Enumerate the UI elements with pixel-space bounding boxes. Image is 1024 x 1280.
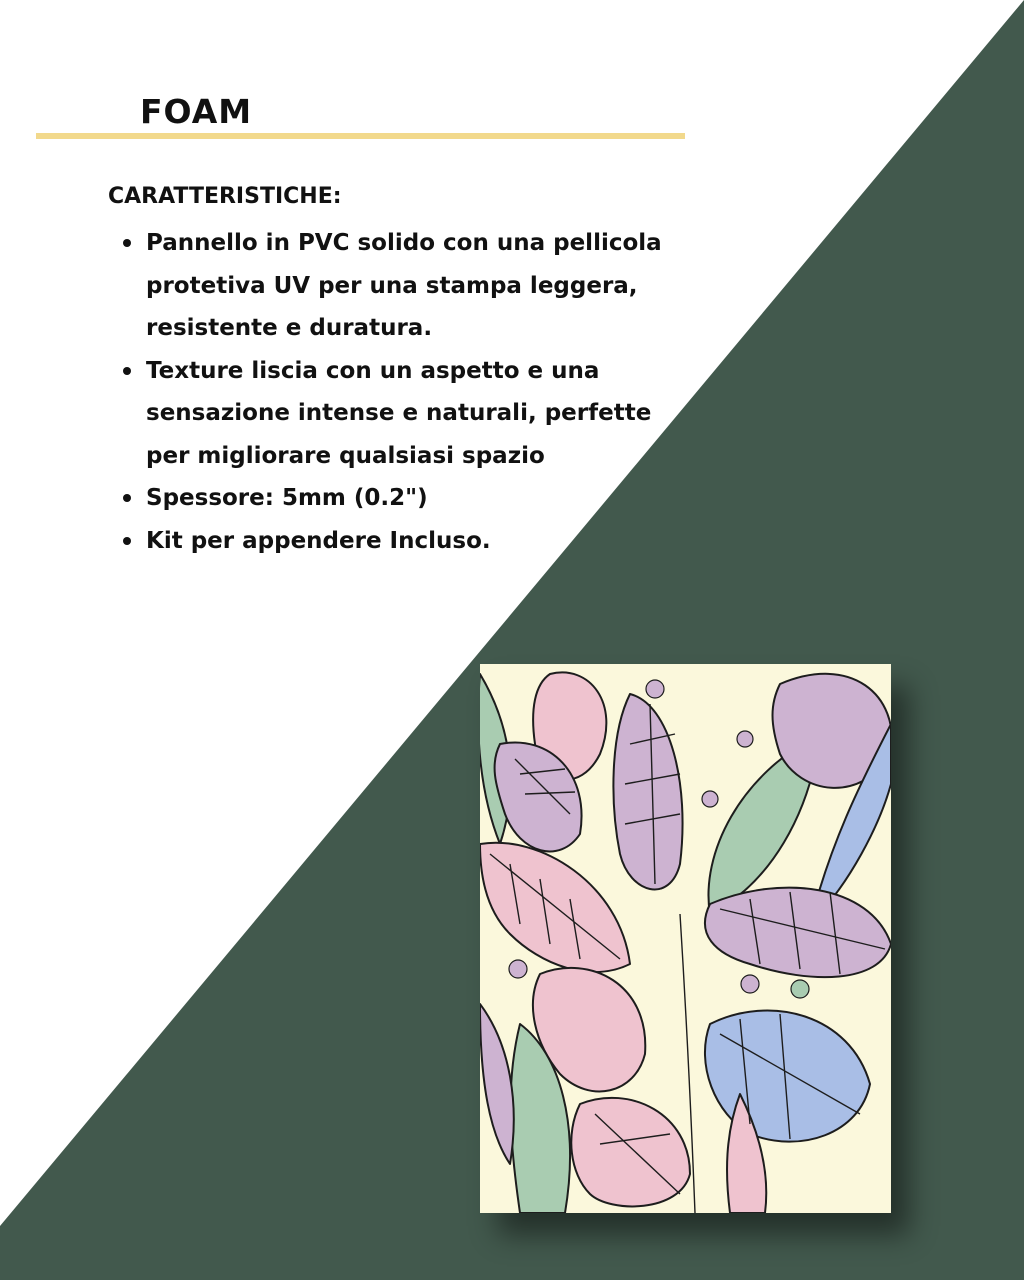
title-underline [36,133,685,139]
feature-item: Texture liscia con un aspetto e una sensazione intense e naturali, perfette per migliorare qualsiasi spazio [108,350,668,478]
tropical-leaves-artwork [480,664,891,1213]
features-list [108,222,668,562]
feature-item: Pannello in PVC solido con una pellicola protetiva UV per una stampa leggera, resistente e duratura. [108,222,668,350]
features-heading: CARATTERISTICHE: [108,184,342,209]
feature-item: Spessore: 5mm (0.2") [108,477,668,520]
product-title: FOAM [140,92,253,131]
product-artwork-panel [480,664,891,1213]
features-section [108,178,668,562]
feature-item: Kit per appendere Incluso. [108,520,668,563]
